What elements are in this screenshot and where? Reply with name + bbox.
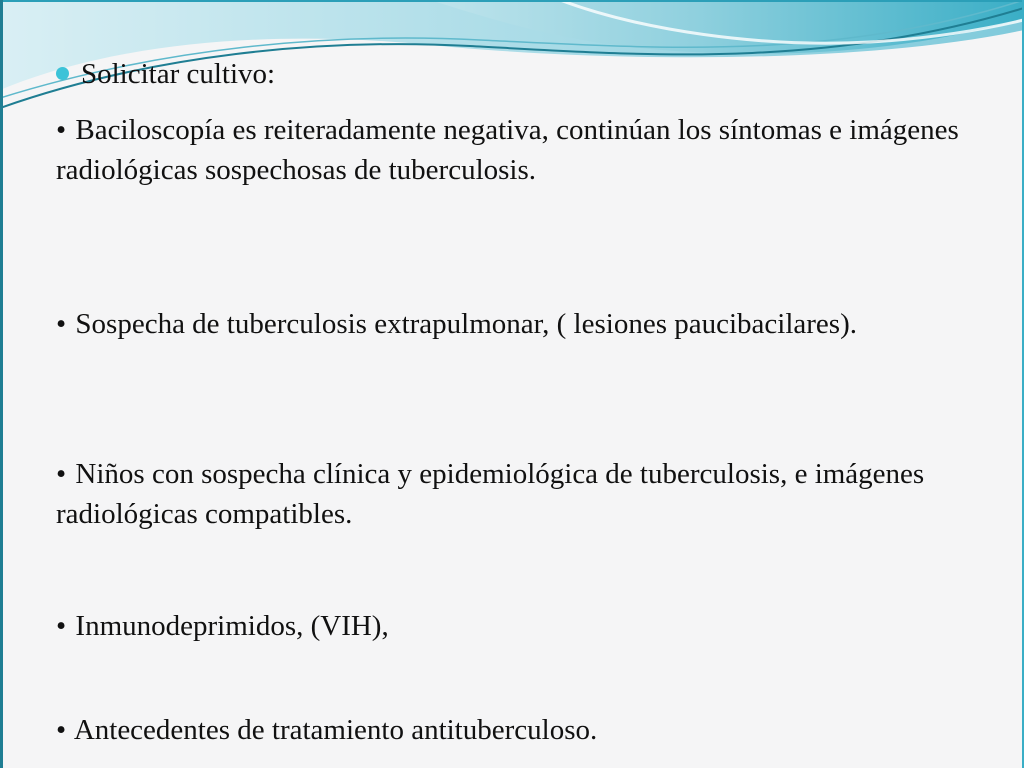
heading-text: Solicitar cultivo: <box>81 58 276 90</box>
list-item-text: Sospecha de tuberculosis extrapulmonar, ( lesiones paucibacilares). <box>75 308 857 340</box>
bullet: • <box>56 458 67 490</box>
list-item-text: Baciloscopía es reiteradamente negativa, continúan los síntomas e imágenes radiológicas sospechosas de tuberculosis. <box>56 114 959 186</box>
list-item <box>56 606 966 646</box>
bullet: • <box>56 610 67 642</box>
list-item-text: Niños con sospecha clínica y epidemiológica de tuberculosis, e imágenes radiológicas compatibles. <box>56 458 925 530</box>
frame-left-border <box>0 0 3 768</box>
list-item-text: Inmunodeprimidos, (VIH), <box>75 610 389 642</box>
list-item <box>56 110 966 190</box>
slide-heading <box>56 56 275 92</box>
circle-bullet-icon <box>56 67 69 80</box>
list-item <box>56 304 966 344</box>
list-item <box>56 454 966 534</box>
bullet: • <box>56 114 67 146</box>
frame-top-border <box>0 0 1024 2</box>
bullet: • <box>56 308 67 340</box>
list-item <box>56 710 966 750</box>
list-item-text: Antecedentes de tratamiento antituberculoso. <box>73 714 598 746</box>
bullet: • <box>56 714 67 746</box>
